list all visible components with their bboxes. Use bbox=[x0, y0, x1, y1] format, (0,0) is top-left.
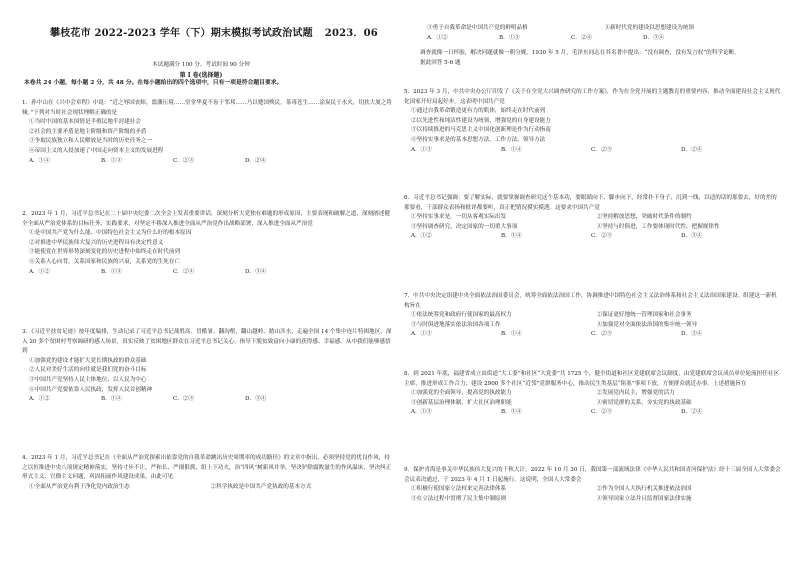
option: ④领导国家立法并且监督国家法律实施 bbox=[596, 495, 692, 502]
passage-text: 调查就像一日怀胎，解决问题就像一朝分娩。1930 年 5 月，毛泽东同志在其名著中提出：“没有调查，没有发言权”的科学论断。 bbox=[420, 50, 740, 56]
choice-d[interactable]: D．③④ bbox=[245, 268, 267, 275]
option: ③争取民族独立和人民解放是当时的历史任务之一 bbox=[29, 138, 153, 145]
option: ④新时代党的建设以思想建设为统领 bbox=[604, 25, 695, 31]
choice-c[interactable]: C．②③ bbox=[173, 157, 195, 164]
answer-choices bbox=[22, 157, 392, 167]
option: ②坚持解放思想，突破时代条件的制约 bbox=[596, 214, 692, 221]
option: ③创新基层治理体制，扩大社区治理职能 bbox=[411, 399, 512, 406]
option: ③在立法过程中贯彻了民主集中制原则 bbox=[411, 495, 507, 502]
option: ①加强党的全面领导，提高党的执政能力 bbox=[411, 390, 512, 397]
option: ①是中国共产党为什么能、中国特色社会主义为什么好的根本原因 bbox=[29, 230, 192, 237]
choice-d[interactable]: D．③④ bbox=[681, 331, 703, 338]
question-7 bbox=[404, 292, 782, 340]
choice-c[interactable]: C．②③ bbox=[591, 233, 613, 240]
option: ①依法统筹党和政府行使国家的最高权力 bbox=[411, 312, 512, 319]
question-4 bbox=[22, 454, 392, 492]
option: ④密切党群的关系，夯实党的执政基础 bbox=[596, 399, 692, 406]
option: ④帝国主义的入侵加速了中国走向资本主义的发展进程 bbox=[29, 147, 164, 154]
answer-choices bbox=[404, 408, 782, 418]
choice-c[interactable]: C．②④ bbox=[173, 268, 195, 275]
option: ②保证更好地统一管理国家和社会事务 bbox=[596, 312, 692, 319]
choice-d[interactable]: D．②④ bbox=[245, 157, 267, 164]
option: ②对推进中华民族伟大复兴的历史进程具有决定性意义 bbox=[29, 239, 164, 246]
option: ③能使党在世界形势深刻变化的历史进程中始终走在时代前列 bbox=[29, 249, 181, 256]
choice-b[interactable]: B．①④ bbox=[501, 146, 522, 153]
choice-d[interactable]: D．③④ bbox=[681, 233, 703, 240]
option: ④坚持实事求是的基本思想方法、工作方法、领导方法 bbox=[411, 136, 546, 143]
question-4-continued bbox=[420, 24, 782, 43]
option: ①坚持实事求是，一切从客观实际出发 bbox=[411, 214, 507, 221]
page-title bbox=[50, 24, 378, 39]
option: ②发展党内民主，增强党的活力 bbox=[596, 390, 675, 397]
option: ③勇于自我革命是中国共产党的鲜明品格 bbox=[427, 25, 528, 31]
reading-passage bbox=[420, 49, 782, 68]
question-stem: 6．习近平总书记强调：要了解实际，就要掌握调查研究这个基本功，要眼睛向下、脚步向下，经常扑下身子、沉到一线，以适的话的那要去，好的差的那要看，干部群众表扬和批评都要听，真正把情况摸实摸透。这要求中国共产党 bbox=[404, 195, 777, 211]
option: ④加强党对全面依法治国的集中统一领导 bbox=[596, 321, 698, 328]
option: ①当时中国的基本国情是半殖民地半封建社会 bbox=[29, 119, 141, 126]
choice-d[interactable]: D．③④ bbox=[643, 34, 665, 41]
answer-choices bbox=[404, 146, 782, 156]
option-row bbox=[404, 311, 782, 330]
question-2 bbox=[22, 210, 392, 277]
question-stem: 3．《习近平扶贫足迹》按年度编排，生动记录了习近平总书记战胜高、冒酷暑、翻沟壑，翻山越岭、踏山涉水，走遍全国 14 个集中连片特困地区，深入 20 多个贫困村考察调研的感人场景，真实反映了贫困地区群众在习近平总书记关心、指导下脱贫致富向小康的获得感、幸福感。从中我们能够感悟到 bbox=[22, 329, 392, 355]
choice-c[interactable]: C．②③ bbox=[591, 331, 613, 338]
option-row bbox=[22, 483, 392, 493]
answer-choices bbox=[22, 395, 392, 405]
question-6 bbox=[404, 194, 782, 242]
question-1 bbox=[22, 99, 392, 166]
choice-a[interactable]: A．①② bbox=[29, 268, 50, 275]
choice-a[interactable]: A．①② bbox=[411, 233, 432, 240]
instructions: 本卷共 24 小题，每小题 2 分，共 48 分。在每小题给出的四个选项中，只有一项是符合题目要求。 bbox=[24, 80, 283, 86]
option-row bbox=[404, 389, 782, 408]
choice-b[interactable]: B．①④ bbox=[101, 396, 122, 403]
option: ①全面从严治党有利于净化党内政治生态 bbox=[29, 483, 130, 490]
choice-b[interactable]: B．①③ bbox=[499, 34, 520, 41]
option: ④坚持与时俱进，工作要体现时代性，把握规律性 bbox=[596, 223, 720, 230]
question-stem: 9．保护青海是事关中华民族伟大复兴的千秋大计。2022 年 10 月 30 日，我国第一部流域法律《中华人民共和国青河保护法》经十三届全国人大常委会会议表决通过，于 2023 年 4 月 1 日起施行。这说明，全国人大常委会 bbox=[404, 467, 781, 483]
choice-c[interactable]: C．②③ bbox=[591, 409, 613, 416]
answer-choices bbox=[22, 268, 392, 278]
choice-d[interactable]: D．②④ bbox=[681, 409, 703, 416]
question-9 bbox=[404, 466, 782, 504]
option: ①积极行使国家立法权来完善法律体系 bbox=[411, 486, 507, 493]
option: ①通过自我革命锻造更有力的肌体，始终走在时代前列 bbox=[411, 108, 546, 115]
exam-title: 攀枝花市 2022-2023 学年（下）期末模拟考试政治试题 bbox=[50, 28, 313, 39]
choice-b[interactable]: B．①④ bbox=[501, 331, 522, 338]
choice-c[interactable]: C．②④ bbox=[571, 34, 593, 41]
option-row bbox=[404, 485, 782, 504]
option: ①加强党的建设才能扩大党长期执政的群众基础 bbox=[29, 357, 147, 364]
option: ②作为全国人大执行机关推进依法治国 bbox=[596, 486, 692, 493]
option: ②社会的主要矛盾是地主阶级和资产阶级的矛盾 bbox=[29, 128, 147, 135]
question-stem: 1．孙中山在《兴中会章程》中说：“近之辱国丧师，翦藩压境……堂堂华夏不齿于邻邦……乃以蹙国殃民，茶毒苍生……涂炭民于水火，切扶大厦之将倾。”下列对当时社会现状理解正确的是 bbox=[22, 100, 393, 116]
option: ③坚持调查研究，决定国家的一切重大事项 bbox=[411, 223, 518, 230]
question-8 bbox=[404, 370, 782, 418]
choice-a[interactable]: A．①③ bbox=[411, 409, 432, 416]
question-stem: 7．中共中央决定组建中央全面依法治国委员会，统筹全面依法治国工作，协调推进中国特色社会主义法治体系和社会主义法治国家建设。组建这一新机构旨在 bbox=[404, 293, 777, 309]
choice-b[interactable]: B．①③ bbox=[101, 157, 122, 164]
answer-choices bbox=[404, 232, 782, 242]
option-row bbox=[420, 24, 782, 34]
option-row bbox=[404, 213, 782, 232]
full-marks-note: 本试题满分 100 分，考试时间 90 分钟 bbox=[152, 62, 250, 68]
choice-c[interactable]: C．②③ bbox=[173, 396, 195, 403]
question-stem: 5．2023 年 3 月，中共中央办公厅印发了《关于在全党大兴调查研究的工作方案》，作为在全党开展的主题教育的重要内容，推动全面建设社会主义现代化国家开好局起好步。这表明中国共产党 bbox=[404, 89, 781, 105]
option: ③与时俱进地落实依法治国各项工作 bbox=[411, 321, 501, 328]
question-5 bbox=[404, 88, 782, 155]
option: ④中国共产党要依靠人民执政，发挥人民首创精神 bbox=[29, 386, 153, 393]
choice-b[interactable]: B．①④ bbox=[501, 233, 522, 240]
option: ③以持续推进的马克思主义中国化创新理论作为行动指南 bbox=[411, 127, 551, 134]
option: ②科学执政是中国共产党执政的基本方式 bbox=[210, 483, 312, 490]
option: ②以先进性和纯洁性建设为统领，增强党的自身建设能力 bbox=[411, 117, 551, 124]
question-stem: 8．到 2021 年底，福建省成立由街道“大工委”和社区“大党委”共 1725 个，健全街道和社区党建联席会议制度，由党建联席会议成员单位轮流担任社区主席，推进形成工作合力；建设 2900 多个社区“近邻”党群服务中心，推动民生类基层“阻塞”事项下放，方便群众就近办事。上述措施旨在 bbox=[404, 371, 780, 387]
question-stem: 2．2023 年 1 月，习近平总书记在二十届中央纪委二次全会上发表重要讲话，深刻分析大党独有难题的形成原因，主要表现和破解之道，深刻阐述健全全面从严治党体系的目标任务、实践要求，对坚定不移深入推进全面从严治党作出战略部署，深入推进全面从严治党 bbox=[22, 211, 390, 227]
option: ②人民对美好生活的向往就是我们党的奋斗目标 bbox=[29, 367, 147, 374]
choice-b[interactable]: B．①③ bbox=[101, 268, 122, 275]
question-stem: 4．2023 年 1 月，习近平总书记在《全面从严治党探索出依靠党的自我革命跳出历史周期率的成功路径》的文章中指出，必须坚持党的优良作风，持之以恒推进中央八项规定精神落实，坚持寸步不让，严和长、严细狠抓，组上下功夫，治“四风”树新风并举，坚决铲除腐败滋生的作风温床，坚决纠正形式主义、官僚主义问题，巩固拓展作风建设成果。由此可见 bbox=[22, 455, 392, 481]
answer-choices bbox=[420, 34, 782, 44]
choice-a[interactable]: A．①② bbox=[427, 34, 448, 41]
choice-a[interactable]: A．①③ bbox=[411, 146, 432, 153]
choice-b[interactable]: B．①④ bbox=[501, 409, 522, 416]
choice-d[interactable]: D．③④ bbox=[245, 396, 267, 403]
choice-d[interactable]: D．②④ bbox=[681, 146, 703, 153]
choice-a[interactable]: A．①④ bbox=[29, 157, 50, 164]
choice-c[interactable]: C．②③ bbox=[591, 146, 613, 153]
choice-a[interactable]: A．①③ bbox=[411, 331, 432, 338]
option: ④关系人心向背，关系国家和民族的兴衰，关系党的生死存亡 bbox=[29, 258, 181, 265]
choice-a[interactable]: A．①② bbox=[29, 396, 50, 403]
section-heading: 第 I 卷(选择题) bbox=[179, 72, 223, 79]
question-3 bbox=[22, 328, 392, 405]
passage-reference: 据此回答 5-6 题 bbox=[420, 59, 461, 66]
exam-date: 2023．06 bbox=[324, 28, 378, 39]
answer-choices bbox=[404, 330, 782, 340]
option: ③中国共产党坚持人民主体地位，以人民为中心 bbox=[29, 376, 147, 383]
